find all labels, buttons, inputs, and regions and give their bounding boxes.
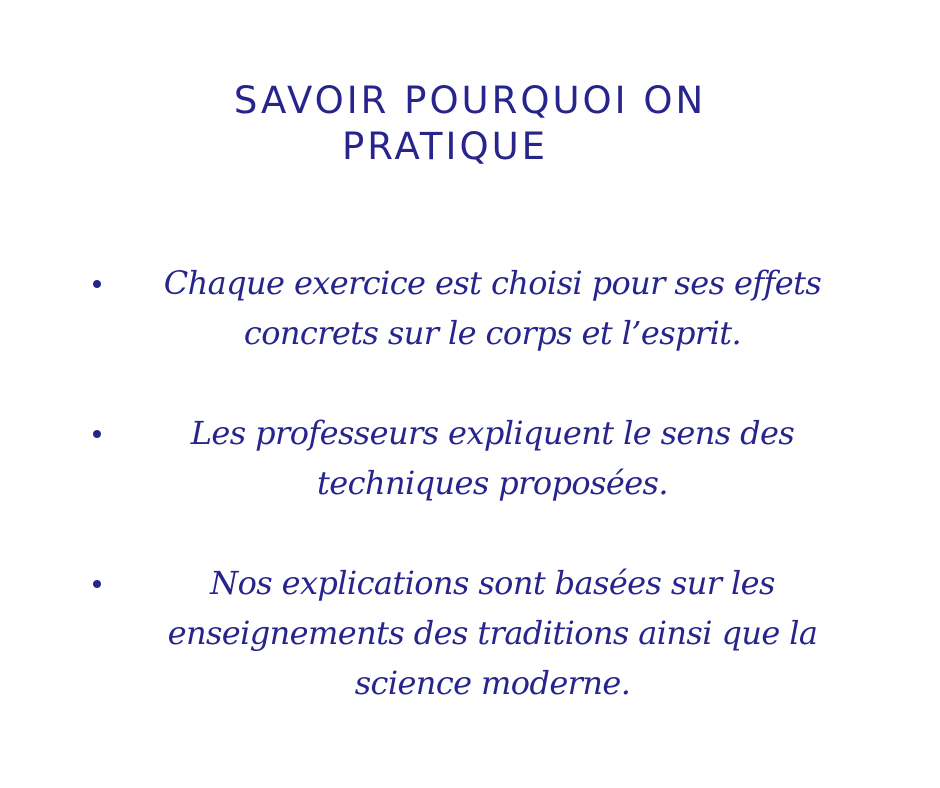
page-title [0, 78, 940, 170]
list-item-line: Chaque exercice est choisi pour ses effets [163, 264, 822, 302]
title-line-1: SAVOIR POURQUOI ON [233, 79, 707, 122]
list-item-line: concrets sur le corps et l’esprit. [243, 314, 742, 352]
list-item-line: Nos explications sont basées sur les [210, 564, 775, 602]
list-item-line: Les professeurs expliquent le sens des [190, 414, 795, 452]
bullet-dot-icon [93, 280, 101, 288]
bullet-dot-icon [93, 430, 101, 438]
list-item-line: science moderne. [354, 664, 631, 702]
bullet-dot-icon [93, 580, 101, 588]
list-item-line: techniques proposées. [317, 464, 668, 502]
list-item-text [140, 408, 845, 508]
title-line-2: PRATIQUE [341, 125, 549, 168]
list-item-text [140, 558, 845, 708]
list-item-line: enseignements des traditions ainsi que la [167, 614, 818, 652]
list-item-text [140, 258, 845, 358]
